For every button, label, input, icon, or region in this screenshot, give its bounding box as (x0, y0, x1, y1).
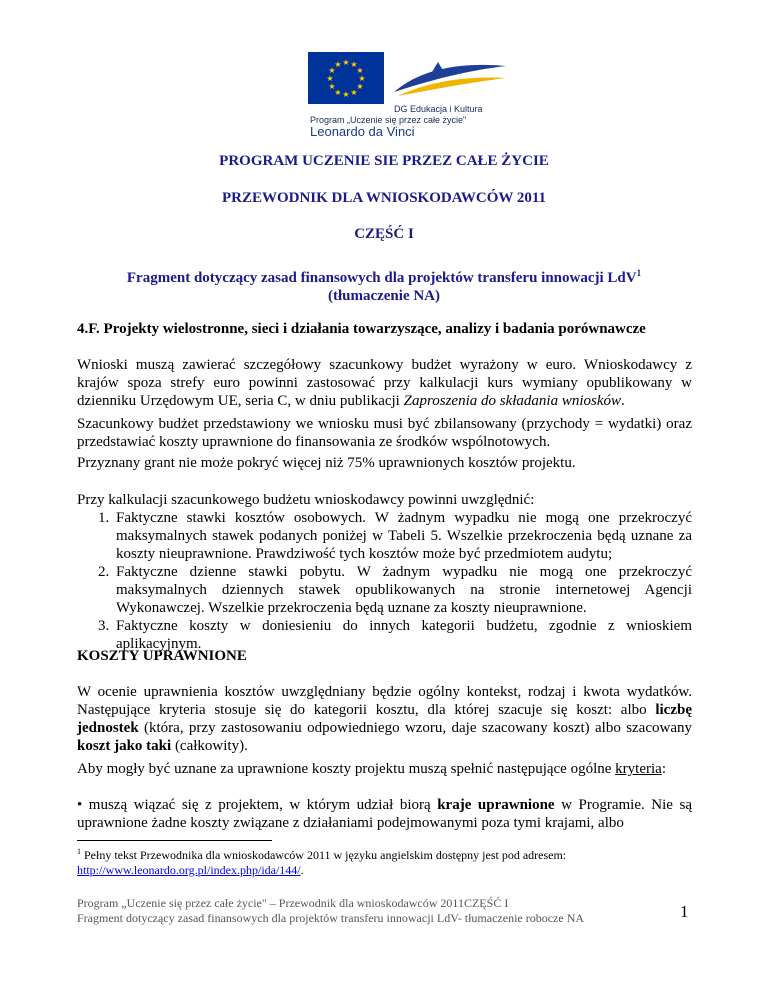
list-number: 1. (98, 510, 110, 526)
list-text: Faktyczne stawki kosztów osobowych. W żadnym wypadku nie mogą one przekroczyć maksymalnych stawek podanych poniżej w Tabeli 5. Wszelkie przekroczenia będą uznane za koszty nieuprawnione. Prawdziwość tych kosztów może być przedmiotem audytu; (116, 510, 692, 562)
eu-stars-icon (308, 52, 384, 104)
p1-italic: Zaproszenia do składania wniosków (403, 393, 621, 409)
svg-text:★: ★ (358, 74, 366, 83)
footnote-number: 1 (77, 847, 81, 856)
p6-underlined: kryteria (615, 761, 662, 777)
logo-program-text: Program „Uczenie się przez całe życie" (310, 115, 467, 125)
paragraph-balanced-budget: Szacunkowy budżet przedstawiony we wniosku musi być zbilansowany (przychody = wydatki) oraz przedstawiać koszty uprawnione do finansowania ze środków wspólnotowych. (77, 416, 692, 450)
svg-text:★: ★ (342, 58, 350, 67)
eu-flag-icon (308, 52, 384, 104)
svg-text:★: ★ (334, 60, 342, 69)
svg-text:★: ★ (356, 66, 364, 75)
p1-end: . (621, 393, 625, 409)
section-heading: 4.F. Projekty wielostronne, sieci i działania towarzyszące, analizy i badania porównawcze (77, 321, 646, 337)
p5-text-c: (która, przy zastosowaniu odpowiedniego wzoru, daje szacowany koszt) albo szacowany (138, 720, 692, 736)
list-text: Faktyczne koszty w doniesieniu do innych kategorii budżetu, zgodnie z wnioskiem aplikacyjnym. (116, 618, 692, 652)
p5-bold-cost: koszt jako taki (77, 738, 172, 754)
svg-text:★: ★ (326, 74, 334, 83)
program-logo (308, 52, 508, 139)
paragraph-list-intro: Przy kalkulacji szacunkowego budżetu wnioskodawcy powinni uwzględnić: (77, 492, 535, 508)
paragraph-general-criteria (77, 760, 692, 778)
footnote-ref[interactable]: 1 (636, 268, 642, 278)
svg-text:★: ★ (356, 82, 364, 91)
p7-text-c: w Programie. Nie są uprawnione żadne koszty związane z działaniami podejmowanymi poza tymi krajami, albo (77, 797, 692, 831)
list-number: 2. (98, 564, 110, 580)
p7-bold: kraje uprawnione (437, 797, 555, 813)
p7-text-a: • muszą wiązać się z projektem, w którym udział biorą (77, 797, 438, 813)
guide-title: PRZEWODNIK DLA WNIOSKODAWCÓW 2011 (221, 190, 547, 206)
eligible-costs-heading: KOSZTY UPRAWNIONE (77, 648, 247, 664)
footnote-link[interactable]: http://www.leonardo.org.pl/index.php/ida/144/ (77, 863, 301, 877)
page-number: 1 (680, 902, 689, 921)
list-number: 3. (98, 618, 110, 634)
list-item (77, 563, 692, 617)
svg-text:★: ★ (334, 88, 342, 97)
p6-text: Aby mogły być uznane za uprawnione koszty projektu muszą spełnić następujące ogólne (77, 761, 616, 777)
footnote (77, 844, 692, 878)
list-text: Faktyczne dzienne stawki pobytu. W żadnym wypadku nie mogą one przekroczyć maksymalnych dziennych stawek opublikowanych na stronie internetowej Agencji Wykonawczej. Wszelkie przekroczenia będą uznane za koszty nieuprawnione. (116, 564, 692, 616)
page-footer (77, 896, 647, 926)
svg-text:★: ★ (328, 82, 336, 91)
svg-text:★: ★ (328, 66, 336, 75)
program-title: PROGRAM UCZENIE SIE PRZEZ CAŁE ŻYCIE (219, 153, 549, 169)
footnote-text: Pełny tekst Przewodnika dla wnioskodawców 2011 w języku angielskim dostępny jest pod adresem: (81, 848, 567, 862)
logo-dg-text: DG Edukacja i Kultura (394, 104, 483, 114)
svg-text:★: ★ (342, 90, 350, 99)
fragment-title-line1: Fragment dotyczący zasad finansowych dla projektów transferu innowacji LdV (126, 270, 637, 286)
paragraph-budget-currency (77, 356, 692, 410)
logo-ldv-text: Leonardo da Vinci (310, 124, 415, 139)
leonardo-swoosh-icon (392, 58, 508, 102)
paragraph-cost-criteria (77, 683, 692, 755)
fragment-title-line2: (tłumaczenie NA) (327, 288, 441, 304)
footnote-divider (77, 840, 272, 841)
footer-line2: Fragment dotyczący zasad finansowych dla projektów transferu innowacji LdV- tłumaczenie robocze NA (77, 911, 585, 925)
svg-text:★: ★ (350, 88, 358, 97)
numbered-list (77, 509, 692, 653)
paragraph-grant-limit: Przyznany grant nie może pokryć więcej niż 75% uprawnionych kosztów projektu. (77, 455, 576, 471)
footer-line1: Program „Uczenie się przez całe życie" – Przewodnik dla wnioskodawców 2011CZĘŚĆ I (77, 896, 509, 910)
p5-text-d: (całkowity). (171, 738, 248, 754)
svg-text:★: ★ (350, 60, 358, 69)
p5-bold-units: liczbę jednostek (77, 702, 692, 736)
part-title: CZĘŚĆ I (354, 226, 414, 242)
fragment-title (0, 264, 768, 305)
list-item (77, 509, 692, 563)
paragraph-eligible-countries (77, 796, 692, 832)
footnote-link-end: . (300, 863, 304, 877)
p6-end: : (661, 761, 666, 777)
p1-text: Wnioski muszą zawierać szczegółowy szacunkowy budżet wyrażony w euro. Wnioskodawcy z krajów spoza strefy euro powinni zastosować przy kalkulacji kurs wymiany opublikowany w dzienniku Urzędowym UE, seria C, w dniu publikacji (77, 357, 692, 409)
p5-text-a: W ocenie uprawnienia kosztów uwzględniany będzie ogólny kontekst, rodzaj i kwota wydatków. Następujące kryteria stosuje się do kategorii kosztu, dla której szacuje się koszt: albo (77, 684, 692, 718)
